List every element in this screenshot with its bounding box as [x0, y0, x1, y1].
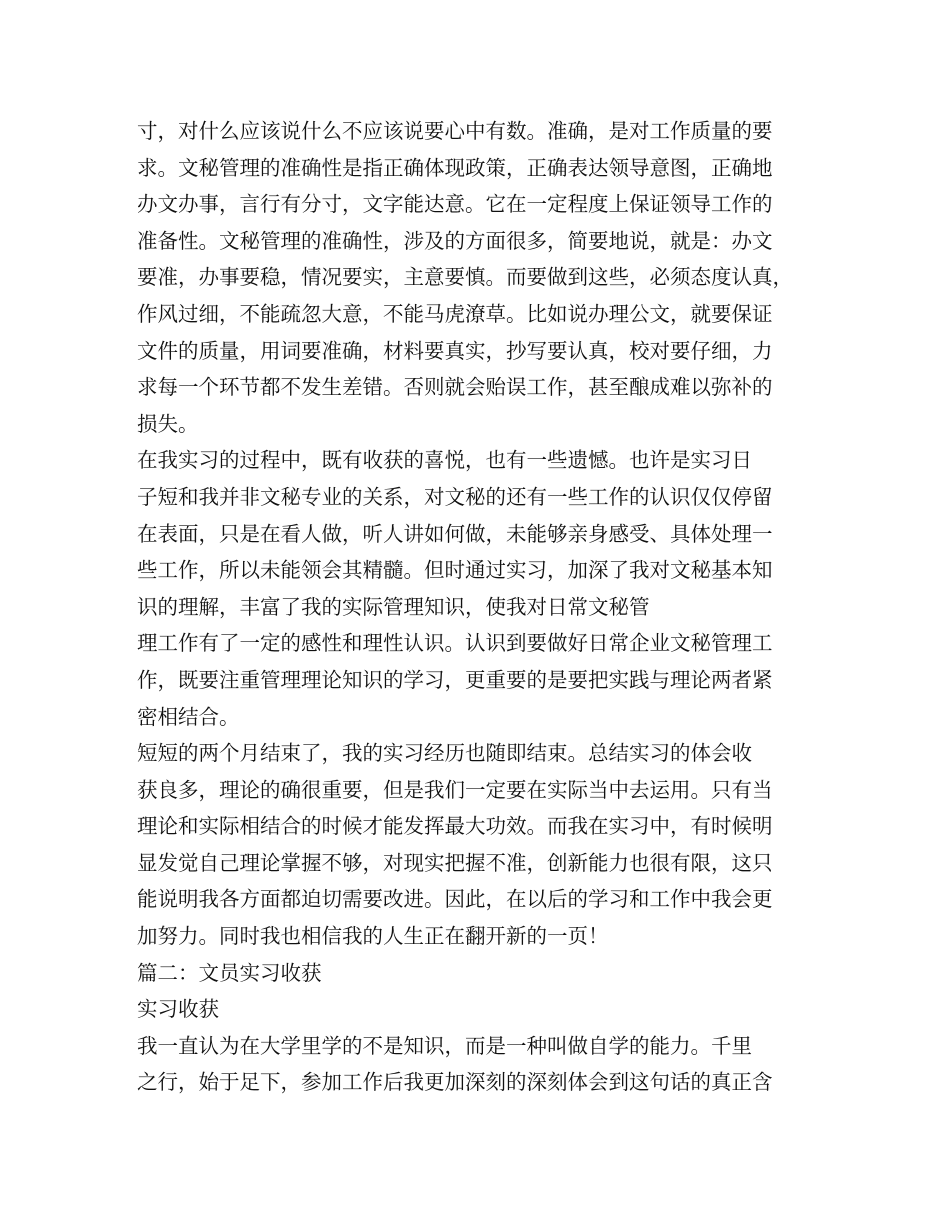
text-line: 之行，始于足下，参加工作后我更加深刻的深刻体会到这句话的真正含: [137, 1070, 773, 1095]
text-line: 子短和我并非文秘专业的关系，对文秘的还有一些工作的认识仅仅停留: [137, 484, 773, 509]
text-line: 能说明我各方面都迫切需要改进。因此，在以后的学习和工作中我会更: [137, 887, 773, 912]
text-line: 损失。: [137, 411, 199, 436]
text-line: 我一直认为在大学里学的不是知识，而是一种叫做自学的能力。千里: [137, 1033, 752, 1058]
text-line: 寸，对什么应该说什么不应该说要心中有数。准确，是对工作质量的要: [137, 119, 773, 143]
text-line: 识的理解，丰富了我的实际管理知识，使我对日常文秘管: [137, 594, 650, 619]
text-line: 求。文秘管理的准确性是指正确体现政策，正确表达领导意图，正确地: [137, 155, 773, 180]
text-line: 理论和实际相结合的时候才能发挥最大功效。而我在实习中，有时候明: [137, 814, 773, 839]
text-line: 理工作有了一定的感性和理性认识。认识到要做好日常企业文秘管理工: [137, 631, 773, 656]
text-line: 作风过细，不能疏忽大意，不能马虎潦草。比如说办理公文，就要保证: [137, 301, 773, 326]
text-line: 要准，办事要稳，情况要实，主意要慎。而要做到这些，必须态度认真，: [137, 265, 793, 290]
text-line: 准备性。文秘管理的准确性，涉及的方面很多，简要地说，就是：办文: [137, 228, 773, 253]
text-line: 文件的质量，用词要准确，材料要真实，抄写要认真，校对要仔细，力: [137, 338, 773, 363]
text-line: 在表面，只是在看人做，听人讲如何做，未能够亲身感受、具体处理一: [137, 521, 773, 546]
text-line: 求每一个环节都不发生差错。否则就会贻误工作，甚至酿成难以弥补的: [137, 375, 773, 400]
text-line: 显发觉自己理论掌握不够，对现实把握不准，创新能力也很有限，这只: [137, 850, 773, 875]
text-line: 办文办事，言行有分寸，文字能达意。它在一定程度上保证领导工作的: [137, 192, 773, 217]
section-heading: 篇二：文员实习收获: [137, 960, 322, 985]
text-line: 作，既要注重管理理论知识的学习，更重要的是要把实践与理论两者紧: [137, 667, 773, 692]
text-line: 在我实习的过程中，既有收获的喜悦，也有一些遗憾。也许是实习日: [137, 448, 752, 473]
subsection-heading: 实习收获: [137, 997, 219, 1022]
body-text: [137, 113, 827, 1101]
text-line: 密相结合。: [137, 704, 240, 729]
text-line: 获良多，理论的确很重要，但是我们一定要在实际当中去运用。只有当: [137, 777, 773, 802]
text-line: 加努力。同时我也相信我的人生正在翻开新的一页！: [137, 924, 609, 949]
text-line: 些工作，所以未能领会其精髓。但时通过实习，加深了我对文秘基本知: [137, 558, 773, 583]
text-line: 短短的两个月结束了，我的实习经历也随即结束。总结实习的体会收: [137, 741, 752, 766]
